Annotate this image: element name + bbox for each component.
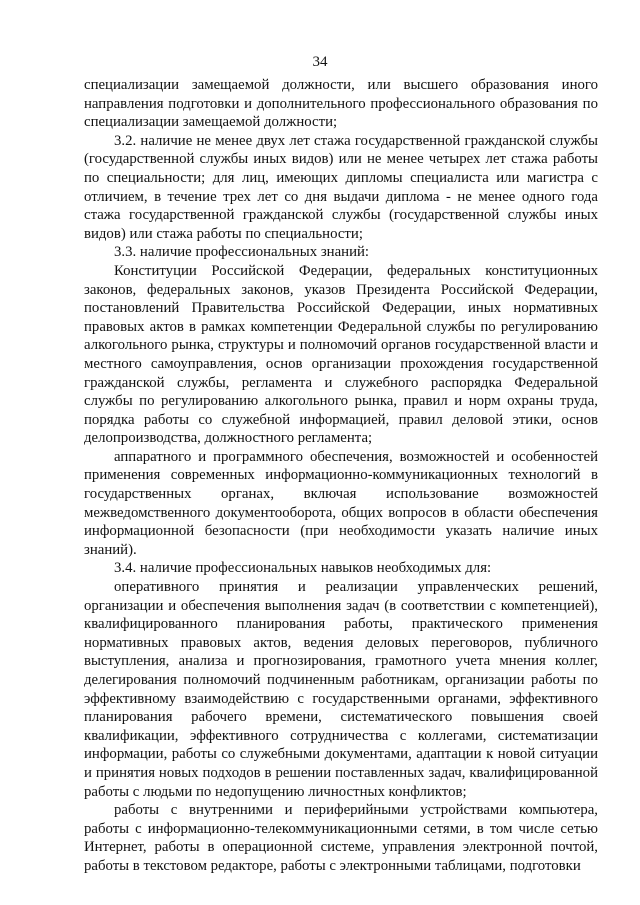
paragraph-specialization-continuation: специализации замещаемой должности, или высшего образования иного направления подготовки и дополнительного профессионального образования по специализации замещаемой должности;: [84, 77, 598, 131]
document-body: [84, 76, 598, 876]
paragraph-computer-skills: работы с внутренними и периферийными устройствами компьютера, работы с информационно-телекоммуникационными сетями, в том числе сетью Интернет, работы в операционной системе, управления электронной почтой, работы в текстовом редакторе, работы с электронными таблицами, подготовки: [84, 802, 598, 874]
paragraph-it-knowledge: аппаратного и программного обеспечения, возможностей и особенностей применения современных информационно-коммуникационных технологий в государственных органах, включая использование возможностей межведомственного документооборота, общих вопросов в области обеспечения информационной безопасности (при необходимости указать наличие иных знаний).: [84, 448, 598, 558]
paragraph-3-2-experience: 3.2. наличие не менее двух лет стажа государственной гражданской службы (государственной службы иных видов) или не менее четырех лет стажа работы по специальности; для лиц, имеющих дипломы специалиста или магистра с отличием, в течение трех лет со дня выдачи диплома - не менее одного года стажа государственной гражданской службы (государственной службы иных видов) или стажа работы по специальности;: [84, 132, 598, 242]
paragraph-legal-knowledge: Конституции Российской Федерации, федеральных конституционных законов, федеральных законов, указов Президента Российской Федерации, постановлений Правительства Российской Федерации, иных нормативных правовых актов в рамках компетенции Федеральной службы по регулированию алкогольного рынка, структуры и полномочий органов государственной власти и местного самоуправления, основ организации прохождения государственной гражданской службы, регламента и служебного распорядка Федеральной службы по регулированию алкогольного рынка, правил и норм охраны труда, порядка работы со служебной информацией, правил деловой этики, основ делопроизводства, должностного регламента;: [84, 262, 598, 447]
paragraph-3-4-heading: 3.4. наличие профессиональных навыков необходимых для:: [114, 560, 492, 577]
page-number: 34: [312, 54, 328, 70]
paragraph-management-skills: оперативного принятия и реализации управленческих решений, организации и обеспечения выполнения задач (в соответствии с компетенцией), квалифицированного планирования работы, практического применения нормативных правовых актов, ведения деловых переговоров, публичного выступления, анализа и прогнозирования, грамотного учета мнения коллег, делегирования полномочий подчиненным работникам, организации работы по эффективному взаимодействию с государственными органами, эффективного планирования рабочего времени, систематического повышения своей квалификации, эффективного сотрудничества с коллегами, систематизации информации, работы со служебными документами, адаптации к новой ситуации и принятия новых подходов в решении поставленных задач, квалифицированной работы с людьми по недопущению личностных конфликтов;: [84, 579, 598, 800]
paragraph-3-3-heading: 3.3. наличие профессиональных знаний:: [114, 244, 370, 261]
